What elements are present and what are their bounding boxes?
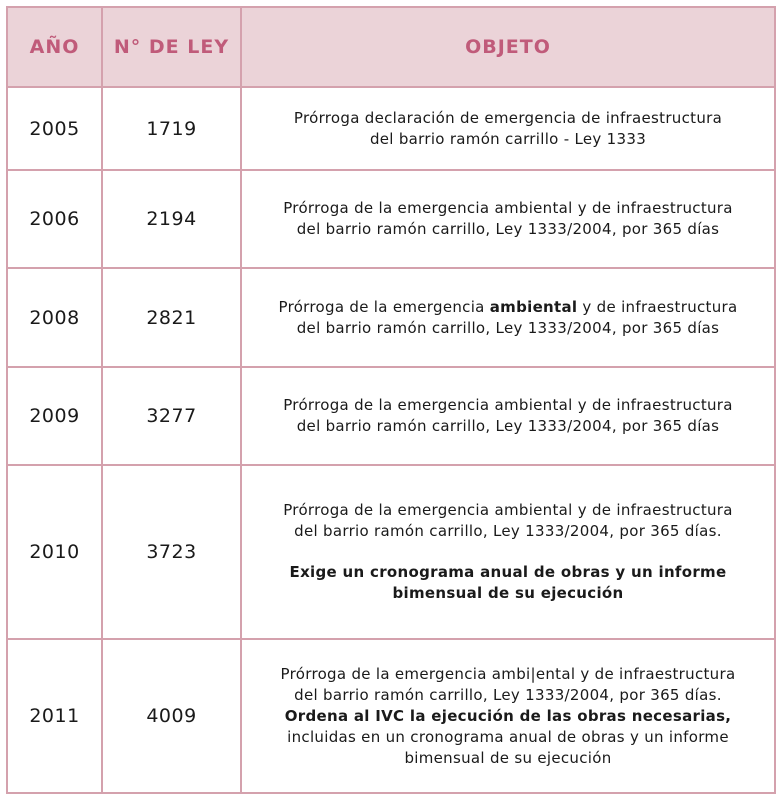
object-line: del barrio ramón carrillo, Ley 1333/2004, por 365 días xyxy=(296,318,720,337)
law-number-cell: 1719 xyxy=(102,87,241,170)
header-law-number: N° DE LEY xyxy=(102,7,241,87)
year-cell: 2006 xyxy=(7,170,102,268)
header-year: AÑO xyxy=(7,7,102,87)
law-number-cell: 2194 xyxy=(102,170,241,268)
laws-table xyxy=(6,6,776,794)
object-line: del barrio ramón carrillo, Ley 1333/2004, por 365 días. xyxy=(294,522,722,540)
year-cell: 2005 xyxy=(7,87,102,170)
object-bold-line: bimensual de su ejecución xyxy=(392,584,624,602)
object-cell xyxy=(241,170,775,268)
object-line: bimensual de su ejecución xyxy=(404,748,612,767)
year-cell: 2011 xyxy=(7,639,102,793)
object-line: del barrio ramón carrillo, Ley 1333/2004, por 365 días. xyxy=(294,685,722,704)
year-cell: 2010 xyxy=(7,465,102,639)
object-line: Prórroga de la emergencia ambi|ental y de infraestructura xyxy=(280,664,736,683)
object-line: del barrio ramón carrillo, Ley 1333/2004, por 365 días xyxy=(296,220,720,238)
object-cell xyxy=(241,367,775,465)
object-line: Prórroga de la emergencia ambiental y de infraestructura xyxy=(283,199,733,217)
table-row xyxy=(7,465,775,639)
spacer xyxy=(242,542,774,562)
object-cell xyxy=(241,268,775,367)
object-cell xyxy=(241,465,775,639)
header-object: OBJETO xyxy=(241,7,775,87)
object-line: Prórroga declaración de emergencia de infraestructura xyxy=(293,108,723,127)
object-text: y de infraestructura xyxy=(577,297,738,316)
table-row xyxy=(7,367,775,465)
table-row xyxy=(7,639,775,793)
object-line: Prórroga de la emergencia ambiental y de infraestructura xyxy=(283,396,733,414)
object-bold-text: ambiental xyxy=(489,297,578,316)
object-line: Prórroga de la emergencia ambiental y de infraestructura xyxy=(283,501,733,519)
object-cell xyxy=(241,87,775,170)
object-line: del barrio ramón carrillo - Ley 1333 xyxy=(369,129,647,148)
law-number-cell: 4009 xyxy=(102,639,241,793)
object-cell xyxy=(241,639,775,793)
law-number-cell: 2821 xyxy=(102,268,241,367)
object-line: incluidas en un cronograma anual de obras y un informe xyxy=(287,727,729,746)
object-text: Prórroga de la emergencia xyxy=(278,297,490,316)
table-row xyxy=(7,170,775,268)
object-bold-line: Ordena al IVC la ejecución de las obras necesarias, xyxy=(284,706,732,725)
object-line xyxy=(242,297,774,318)
year-cell: 2008 xyxy=(7,268,102,367)
object-bold-line: Exige un cronograma anual de obras y un informe xyxy=(289,563,727,581)
table-row xyxy=(7,268,775,367)
law-number-cell: 3277 xyxy=(102,367,241,465)
table-row xyxy=(7,87,775,170)
header-row xyxy=(7,7,775,87)
law-number-cell: 3723 xyxy=(102,465,241,639)
object-line: del barrio ramón carrillo, Ley 1333/2004, por 365 días xyxy=(296,417,720,435)
year-cell: 2009 xyxy=(7,367,102,465)
